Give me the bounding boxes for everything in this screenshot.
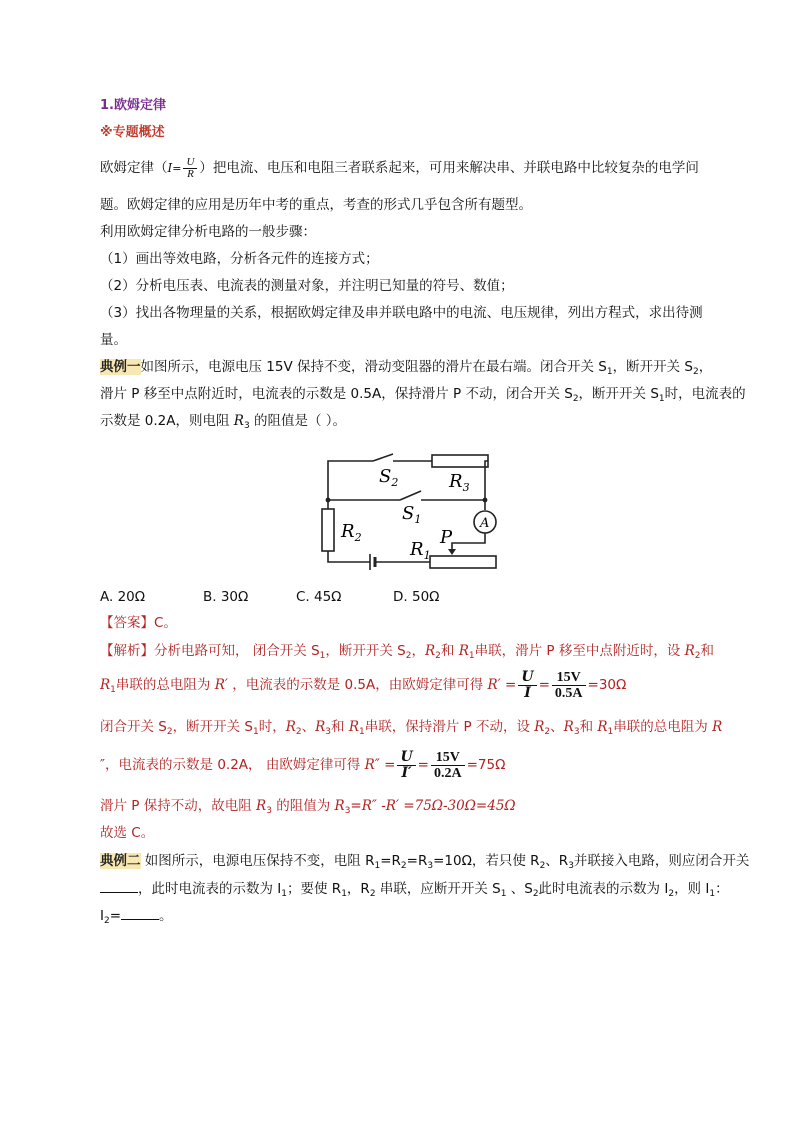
- analysis-line-5: 滑片 P 保持不动，故电阻 $R_3$ 的阻值为 $R_3=R''$ -R′ =75Ω-30Ω=45Ω: [100, 798, 516, 816]
- label-s1: $S_1$: [402, 503, 422, 526]
- fraction-15v-over-02a: $\frac{15V}{0.2A}$: [431, 750, 465, 781]
- option-b: B. 30Ω: [203, 589, 249, 605]
- example2-line-1: 典例二 如图所示，电源电压保持不变，电阻 $R_1=R_2=R_3=10\Omega$，若只使 $R_2$、$R_3$并联接入电路，则应闭合开关: [100, 853, 750, 871]
- label-p: P: [440, 527, 453, 548]
- step-3-cont: 量。: [100, 332, 127, 348]
- example1-line-3: 示数是 0.2A，则电阻 $R_3$ 的阻值是（ ）。: [100, 413, 347, 431]
- step-2: （2）分析电压表、电流表的测量对象，并注明已知量的符号、数值；: [100, 278, 514, 294]
- example1-tag: 典例一: [100, 359, 141, 375]
- analysis-tag: 【解析】: [100, 643, 154, 659]
- fraction-u-over-i: $\frac{U}{I}$: [518, 670, 536, 701]
- step-3: （3）找出各物理量的关系，根据欧姆定律及串并联电路中的电流、电压规律，列出方程式，求出待测: [100, 305, 703, 321]
- label-s2: $S_2$: [379, 466, 399, 489]
- label-r2: $R_2$: [341, 521, 362, 544]
- overview-title: ※专题概述: [100, 125, 165, 140]
- steps-title: 利用欧姆定律分析电路的一般步骤：: [100, 224, 316, 240]
- circuit-diagram: [300, 445, 530, 585]
- option-c: C. 45Ω: [296, 589, 342, 605]
- step-1: （1）画出等效电路，分析各元件的连接方式；: [100, 251, 379, 267]
- label-r1: $R_1$: [410, 539, 431, 562]
- analysis-line-3: 闭合开关 $S_2$，断开开关 $S_1$时，$R_2$、$R_3$和 $R_1$串联，保持滑片 P 不动，设 $R_2$、$R_3$和 $R_1$串联的总电阻为 R: [100, 719, 723, 737]
- answer-blank-2[interactable]: [121, 907, 159, 920]
- analysis-line-1: 【解析】分析电路可知， 闭合开关 $S_1$，断开开关 $S_2$，$R_2$和 $R_1$串联，滑片 P 移至中点附近时，设 $R_2$和: [100, 643, 715, 661]
- example2-line-2: ，此时电流表的示数为 $I_1$；要使 $R_1$，$R_2$ 串联，应断开开关 $S_1$ 、$S_2$此时电流表的示数为 $I_2$，则 $I_1$：: [100, 880, 729, 903]
- ohm-law-fraction: $\frac{U}{R}$: [183, 157, 197, 180]
- example2-tag: 典例二: [100, 853, 141, 869]
- intro-line-1: 欧姆定律（I= $\frac{U}{R}$ ）把电流、电压和电阻三者联系起来，可用来解决串、并联电路中比较复杂的电学问: [100, 155, 699, 180]
- analysis-line-4: ″，电流表的示数是 0.2A， 由欧姆定律可得 R″ = $\frac{U}{I'}$ = $\frac{15V}{0.2A}$ =75Ω: [100, 748, 506, 781]
- answer-tag: 【答案】: [100, 615, 154, 631]
- ammeter-label: A: [480, 516, 490, 531]
- answer-line: 【答案】C。: [100, 615, 177, 631]
- analysis-line-6: 故选 C。: [100, 825, 155, 841]
- example1-line-2: 滑片 P 移至中点附近时，电流表的示数是 0.5A，保持滑片 P 不动，闭合开关 $S_2$，断开开关 $S_1$时，电流表的: [100, 386, 746, 404]
- answer-blank-1[interactable]: [100, 880, 138, 893]
- slider-arrow-icon: [448, 549, 456, 555]
- fraction-15v-over-05a: $\frac{15V}{0.5A}$: [552, 670, 586, 701]
- section-title: 1.欧姆定律: [100, 98, 166, 113]
- analysis-line-2: $R_1$串联的总电阻为 R′ ，电流表的示数是 0.5A，由欧姆定律可得 R′ = $\frac{U}{I}$ = $\frac{15V}{0.5A}$ =30Ω: [100, 668, 627, 701]
- fraction-u-over-i-prime: $\frac{U}{I'}$: [397, 750, 415, 781]
- option-a: A. 20Ω: [100, 589, 146, 605]
- example1-line-1: 典例一如图所示，电源电压 15V 保持不变，滑动变阻器的滑片在最右端。闭合开关 $S_1$，断开开关 $S_2$，: [100, 359, 713, 377]
- example2-line-3: $I_2=$ 。: [100, 908, 173, 926]
- intro-line-2: 题。欧姆定律的应用是历年中考的重点，考查的形式几乎包含所有题型。: [100, 197, 532, 213]
- label-r3: $R_3$: [449, 471, 470, 494]
- option-d: D. 50Ω: [393, 589, 440, 605]
